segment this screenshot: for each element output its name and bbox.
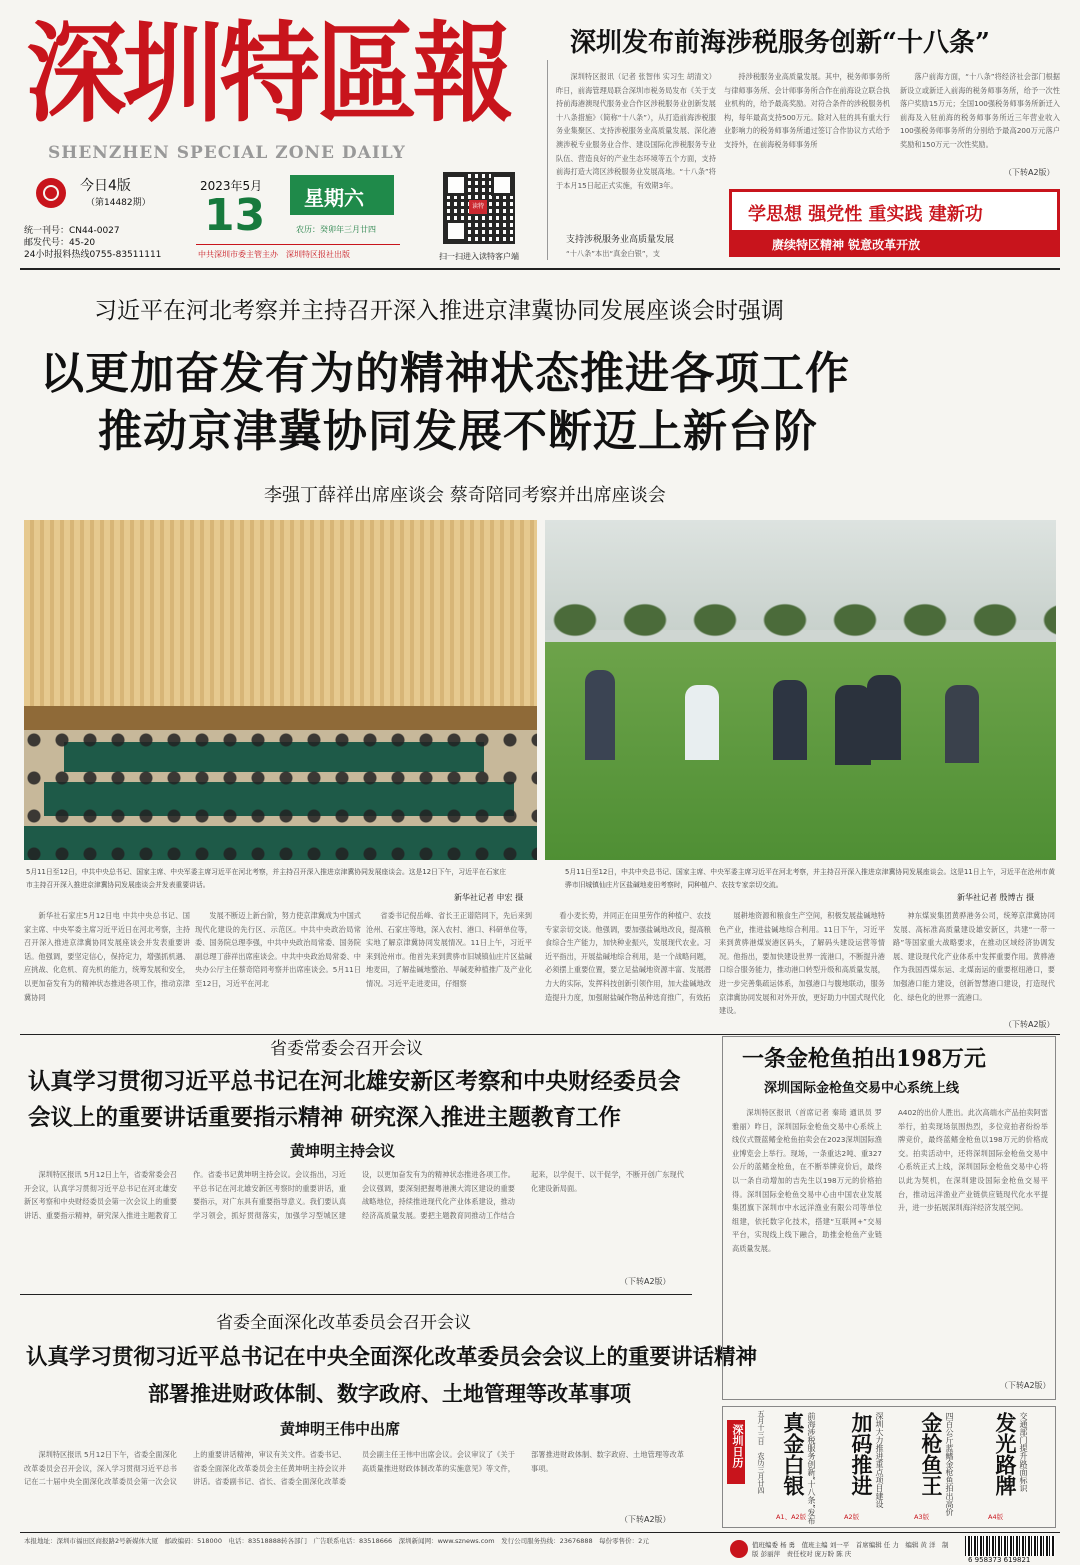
lead-body-col2: 发展不断迈上新台阶，努力使京津冀成为中国式现代化建设的先行区、示范区。中共中央政治局常委、国务院总理李强，中共中央政治局常委、国务院副总理丁薛祥出席座谈会。中共中央政治局常委、中央办公厅主任蔡奇陪同考察并出席座谈会。5月11日至12日，习近平在河北 xyxy=(195,911,361,988)
top-story-col2: 持涉税服务业高质量发展。其中，税务师事务所与律师事务所、会计师事务所合作在前海设立联合执业机构的，给予最高奖励。对符合条件的涉税服务机构，每年最高支持500万元。除对入驻的具有重大行业影响力的税务师事务所通过签订合作协议方式给予支持外，在前海税务师事务所 xyxy=(724,72,890,149)
index-item-title[interactable]: 真金白银 xyxy=(781,1412,806,1496)
hotline: 24小时报料热线0755-83511111 xyxy=(24,250,162,260)
postal-code: 邮发代号：45-20 xyxy=(24,238,96,248)
caption-left: 5月11日至12日，中共中央总书记、国家主席、中央军委主席习近平在河北考察，并主持召开深入推进京津冀协同发展座谈会。这是12日下午，习近平在石家庄市主持召开深入推进京津冀协同发展座谈会并发表重要讲话。 xyxy=(26,868,506,889)
tuna-col1: 深圳特区报讯（首席记者 秦琦 通讯员 罗雅丽）昨日，深圳国际金枪鱼交易中心系统上线仪式暨蓝鳍金枪鱼拍卖会在2023深圳国际渔业博览会上举行。现场，一条重达2吨、重327公斤的蓝鳍金枪鱼，在不断举牌竞价后，最终以一条自动增加的吉先生以198万元的价格拍得。深圳国际金枪鱼交易中心由中国农业发展集团旗下深圳市中水远洋渔业有限公司等单位组建，依托数字化技术，搭建“互联网+”交易平台，实现线上线下融合，助推金枪鱼产业链高质量发展。 xyxy=(732,1108,882,1253)
credit-right: 新华社记者 殷博古 摄 xyxy=(957,893,1035,902)
index-item-title[interactable]: 发光路牌 xyxy=(993,1412,1018,1496)
weekday: 星期六 xyxy=(304,186,364,210)
story3-subhead: 黄坤明王伟中出席 xyxy=(280,1420,401,1438)
index-item-title[interactable]: 金枪鱼王 xyxy=(919,1412,944,1496)
story3-headline-2[interactable]: 部署推进财政体制、数字政府、土地管理等改革事项 xyxy=(148,1381,631,1406)
day-number: 13 xyxy=(204,190,266,241)
barcode-number: 6 958373 619821 xyxy=(968,1556,1031,1564)
story2-body: 深圳特区报讯 5月12日上午，省委常委会召开会议，认真学习贯彻习近平总书记在河北雄安新区考察和中央财经委员会第一次会议上的重要讲话、重要指示精神，研究深入推进主题教育工作。省委书记黄坤明主持会议。会议指出，习近平总书记在河北雄安新区考察时的重要讲话，重要指示，对广东具有重要指导意义。我们要认真学习领会，抓好贯彻落实，加强学习型城区建设，以更加奋发有为的精神状态推进各项工作。会议强调，要深刻把握粤港澳大湾区建设的重要战略地位，持续推进现代化产业体系建设，推动经济高质量发展。要把主题教育同推动工作结合起来，以学促干、以干促学，不断开创广东现代化建设新局面。 xyxy=(24,1170,684,1220)
index-item-lead: 四百公斤蓝鳍金枪鱼拍出高价 xyxy=(945,1412,954,1516)
footer-editors: 值班编委 杨 勇 值班主编 刘一平 首席编辑 任 力 编辑 黄 洋 制版 彭丽萍 责任校对 庞万盼 陈 庆 xyxy=(752,1541,949,1558)
index-item-page: A2版 xyxy=(844,1513,860,1521)
lead-body-col3: 省委书记倪岳峰、省长王正谱陪同下，先后来到沧州、石家庄等地，深入农村、港口、科研单位等，实地了解京津冀协同发展情况。11日上午，习近平来到沧州市。他首先来到黄骅市旧城镇仙庄片区盐碱地麦田，了解盐碱地整治、旱碱麦种植推广及产业化情况。习近平走进麦田，仔细察 xyxy=(366,911,532,988)
credit-left: 新华社记者 申宏 摄 xyxy=(454,893,524,902)
story3-continued[interactable]: （下转A2版） xyxy=(620,1515,671,1524)
slogan-main: 学思想 强党性 重实践 建新功 xyxy=(748,204,983,225)
index-item-page: A3版 xyxy=(914,1513,930,1521)
lead-kicker: 习近平在河北考察并主持召开深入推进京津冀协同发展座谈会时强调 xyxy=(94,298,784,324)
tuna-col2: A402的出价人胜出。此次高端水产品拍卖阿雷举行，拍卖现场氛围热烈，多位竞拍者纷纷举牌竞价，最终蓝鳍金枪鱼以198万元的价格成交。拍卖活动中，还将深圳国际金枪鱼交易中心系统正式上线，深圳国际金枪鱼交易中心将以此为契机，在深圳建设国际金枪鱼交易平台，推动远洋渔业产业链供应链现代化水平提升，进一步拓展深圳海洋经济发展空间。 xyxy=(898,1108,1048,1213)
top-story-col1: 深圳特区报讯（记者 张智伟 实习生 胡清文）昨日，前海管理局联合深圳市税务局发布《关于支持前海港澳现代服务业合作区涉税服务业创新发展十八条措施》（简称“十八条”），从打造前海涉税服务业集聚区、支持涉税服务业高质量发展、深化港澳涉税专业服务业合作、建设国际化涉税服务专业队伍、营造良好的产业生态环境等五个方面，支持前海打造大湾区涉税服务业发展高地。“十八条”将于本月15日起正式实施，有效期3年。 xyxy=(556,72,716,190)
barcode xyxy=(965,1536,1055,1556)
top-story-subhead: 支持涉税服务业高质量发展 xyxy=(566,235,675,245)
index-item-lead: 交通部门提升路面标识 xyxy=(1019,1412,1028,1492)
paper-seal-icon xyxy=(36,178,66,208)
masthead-title: 深圳特區報 xyxy=(26,11,510,137)
story2-subhead: 黄坤明主持会议 xyxy=(290,1142,396,1160)
index-item-lead: 前海涉税服务创新“十八条”发布 xyxy=(807,1412,816,1525)
issue-number: （第14482期） xyxy=(86,198,151,208)
index-logo: 深圳日历 xyxy=(731,1424,744,1468)
story2-headline-1[interactable]: 认真学习贯彻习近平总书记在河北雄安新区考察和中央财经委员会 xyxy=(28,1069,681,1095)
index-date: 五月十三日 农历三月廿四 xyxy=(757,1410,765,1494)
masthead-english: SHENZHEN SPECIAL ZONE DAILY xyxy=(48,143,406,163)
index-item-title[interactable]: 加码推进 xyxy=(849,1412,874,1496)
story2-kicker: 省委常委会召开会议 xyxy=(270,1039,423,1059)
top-story-col1-tail: “十八条”本出“真金白银”，支 xyxy=(566,249,660,258)
top-story-title[interactable]: 深圳发布前海涉税服务创新“十八条” xyxy=(570,28,990,58)
story3-body: 深圳特区报讯 5月12日下午，省委全面深化改革委员会召开会议，深入学习贯彻习近平总书记在二十届中央全面深化改革委员会第一次会议上的重要讲话精神，审议有关文件。省委书记、省委全面深化改革委员会主任黄坤明主持会议并讲话。省委副书记、省长、省委全面深化改革委员会副主任王伟中出席会议。会议审议了《关于高质量推进财政体制改革的实施意见》等文件，部署推进财政体制、数字政府、土地管理等改革事项。 xyxy=(24,1450,684,1487)
cn-number: 统一刊号：CN44-0027 xyxy=(24,226,120,236)
pages-today: 今日4版 xyxy=(80,178,131,194)
lead-body-col5: 展耕地资源和粮食生产空间，积极发展盐碱地特色产业，推进盐碱地综合利用。11日下午，习近平来到黄骅港煤炭港区码头，了解码头建设运营等情况。他指出，要加快建设世界一流港口，不断提升港口综合服务能力，推动港口转型升级和高质量发展，进一步完善集疏运体系，加强港口与腹地联动，服务京津冀协同发展和对外开放，更好助力中国式现代化建设。 xyxy=(719,911,885,1016)
lead-continued[interactable]: （下转A2版） xyxy=(1004,1020,1055,1029)
lunar-date: 农历：癸卯年三月廿四 xyxy=(296,225,376,234)
top-story-col3: 落户前海方面，“十八条”将经济社会部门根据新设立或新迁入前海的税务师事务所，给予一次性落户奖励15万元；全国100强税务师事务所新迁入前海及入驻前海的税务师事务所近三年营业收入100强税务师事务所的分别给予最高200万元落户奖励和150万元一次性奖励。 xyxy=(900,72,1060,149)
story3-kicker: 省委全面深化改革委员会召开会议 xyxy=(216,1313,471,1333)
tuna-subtitle: 深圳国际金枪鱼交易中心系统上线 xyxy=(764,1081,960,1096)
story2-headline-2[interactable]: 会议上的重要讲话重要指示精神 研究深入推进主题教育工作 xyxy=(28,1105,621,1131)
index-item-page: A4版 xyxy=(988,1513,1004,1521)
year-month: 2023年5月 xyxy=(200,179,263,193)
tuna-continued[interactable]: （下转A2版） xyxy=(1000,1381,1051,1390)
top-story-continued[interactable]: （下转A2版） xyxy=(1004,168,1055,177)
footer-address: 本报地址：深圳市福田区商报路2号新媒体大厦 邮政编码：518000 电话：83518888转各部门 广告联系电话：83518666 深圳新闻网：www.sznews.com 发行公司服务热线：23676888 每份零售价：2元 xyxy=(24,1537,649,1545)
footer-logo-icon xyxy=(730,1540,748,1558)
slogan-sub: 赓续特区精神 锐意改革开放 xyxy=(772,238,921,252)
qr-label: 读特 xyxy=(469,200,487,214)
qr-code[interactable] xyxy=(443,172,515,244)
lead-body-col4: 看小麦长势，并同正在田里劳作的种植户、农技专家亲切交谈。他强调，要加强盐碱地改良，提高粮食综合生产能力，加快种业振兴，发展现代农业。习近平指出，开展盐碱地综合利用，是一个战略问题，必须摆上重要位置，要立足盐碱地资源丰富、发展潜力大的实际，发挥科技创新引领作用，加大盐碱地改造提升力度，加强耐盐碱作物品种选育推广，有效拓 xyxy=(545,911,711,1002)
qr-caption: 扫一扫进入读特客户端 xyxy=(439,252,519,261)
index-item-page: A1、A2版 xyxy=(776,1513,807,1521)
photo-meeting-hall[interactable] xyxy=(24,520,537,860)
index-item-lead: 深圳大力推进重点项目建设 xyxy=(875,1412,884,1508)
lead-subhead: 李强丁薛祥出席座谈会 蔡奇陪同考察并出席座谈会 xyxy=(264,485,666,506)
lead-body-col1: 新华社石家庄5月12日电 中共中央总书记、国家主席、中央军委主席习近平近日在河北考察，主持召开深入推进京津冀协同发展座谈会并发表重要讲话。他强调，要坚定信心，保持定力，增强抓机遇、应挑战、化危机、育先机的能力，统筹发展和安全，以更加奋发有为的精神状态推进各项工作，推动京津冀协同 xyxy=(24,911,190,1002)
lead-headline-2[interactable]: 推动京津冀协同发展不断迈上新台阶 xyxy=(98,406,818,457)
tuna-title[interactable]: 一条金枪鱼拍出198万元 xyxy=(742,1046,986,1072)
story2-continued[interactable]: （下转A2版） xyxy=(620,1277,671,1286)
lead-headline-1[interactable]: 以更加奋发有为的精神状态推进各项工作 xyxy=(40,348,850,399)
photo-wheat-field[interactable] xyxy=(545,520,1056,860)
sponsor-line: 中共深圳市委主管主办 深圳特区报社出版 xyxy=(198,250,350,259)
story3-headline-1[interactable]: 认真学习贯彻习近平总书记在中央全面深化改革委员会会议上的重要讲话精神 xyxy=(26,1345,758,1370)
lead-body-col6: 神东煤炭集团黄骅港务公司，统筹京津冀协同发展、高标准高质量建设雄安新区，共建“一带一路”等国家重大战略要求，在推动区域经济协调发展、建设现代化产业体系中发挥重要作用。黄骅港作为我国西煤东运、北煤南运的重要枢纽港口，要加强港口能力建设，创新智慧港口建设，打造现代化、绿色化的世界一流港口。 xyxy=(893,911,1055,1002)
caption-right: 5月11日至12日，中共中央总书记、国家主席、中央军委主席习近平在河北考察，并主持召开深入推进京津冀协同发展座谈会。这是11日上午，习近平在沧州市黄骅市旧城镇仙庄片区盐碱地麦田考察时，同种植户、农技专家亲切交流。 xyxy=(565,868,1055,889)
